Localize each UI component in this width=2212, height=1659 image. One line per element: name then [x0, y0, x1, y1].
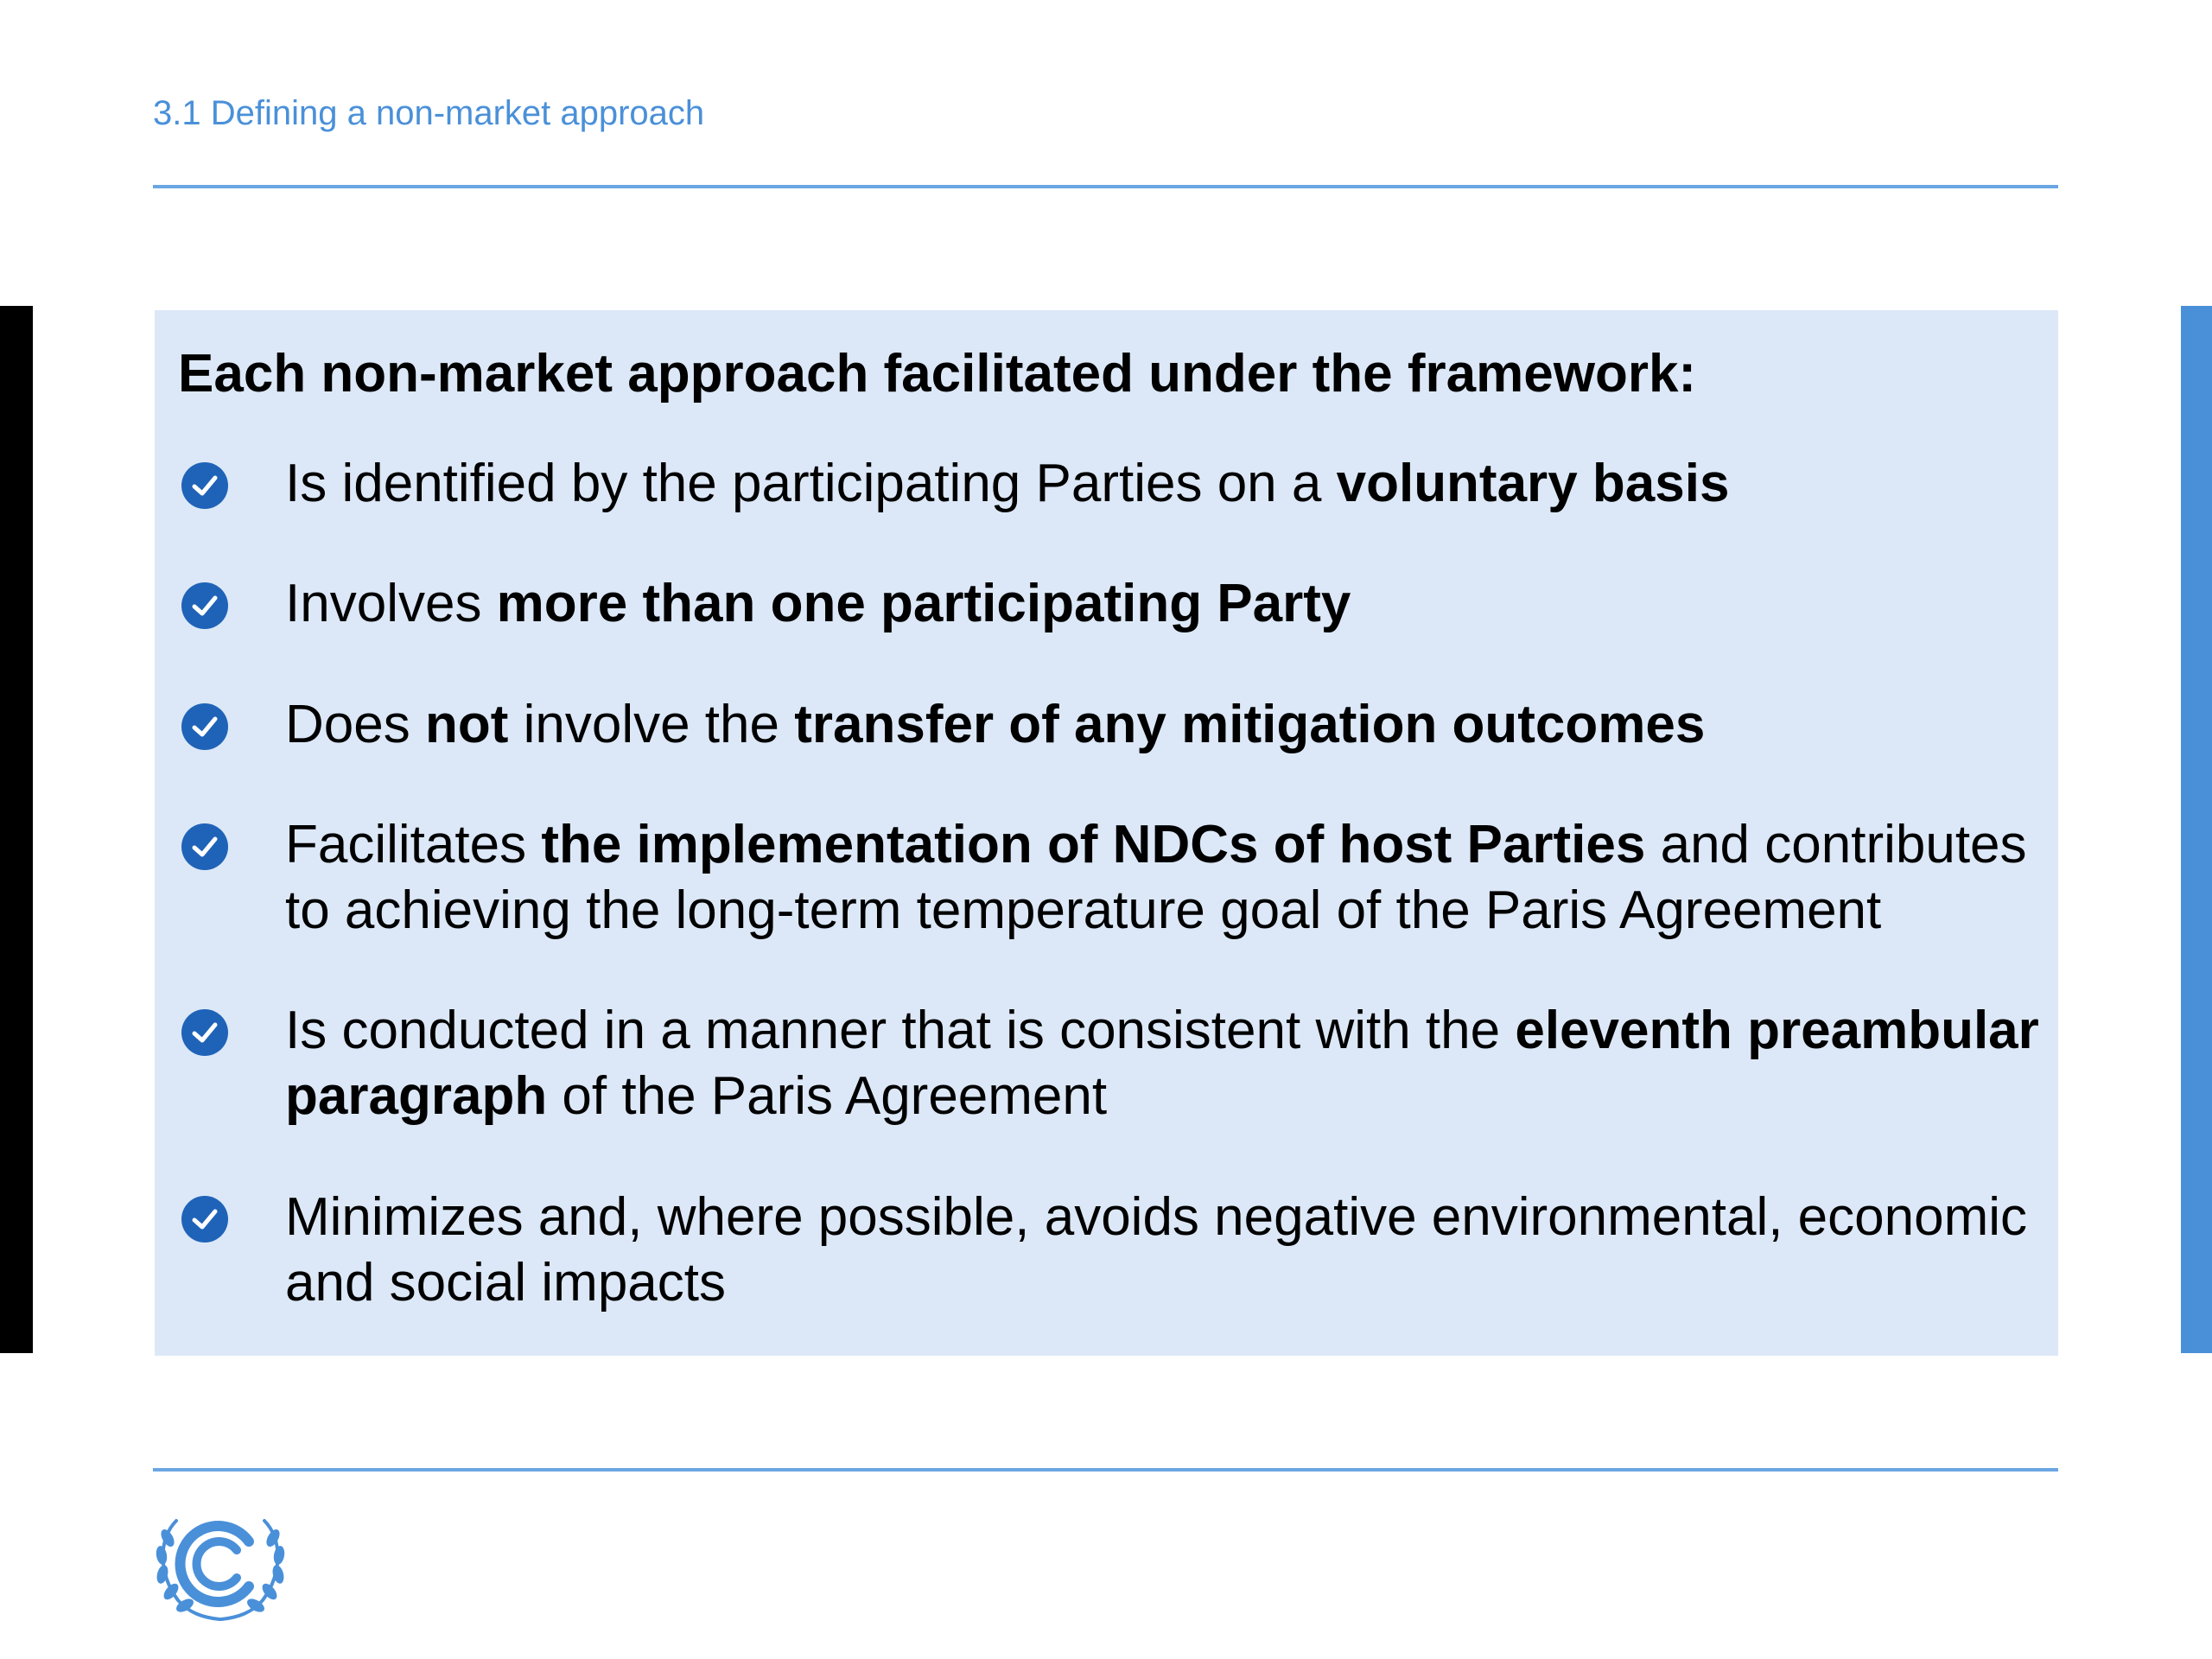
header-divider — [153, 185, 2058, 188]
check-circle-icon — [181, 702, 229, 751]
list-item-emphasis: transfer of any mitigation outcomes — [794, 695, 1706, 754]
check-circle-icon — [181, 823, 229, 871]
section-title: 3.1 Defining a non-market approach — [153, 94, 705, 132]
list-item-emphasis: not — [424, 695, 509, 754]
list-item-span: of the Paris Agreement — [547, 1066, 1108, 1126]
panel-heading: Each non-market approach facilitated under the framework: — [178, 344, 1697, 404]
content-panel — [155, 310, 2058, 1356]
list-item-span: Minimizes and, where possible, avoids negative environmental, economic and social impacts — [285, 1187, 2028, 1313]
list-item-text — [285, 692, 2048, 758]
check-circle-icon — [181, 461, 229, 510]
list-item-span: Is conducted in a manner that is consistent with the — [285, 1001, 1516, 1060]
list-item-emphasis: the implementation of NDCs of host Parties — [541, 815, 1646, 874]
list-item-emphasis: more than one participating Party — [496, 574, 1351, 633]
check-circle-icon — [181, 582, 229, 630]
list-item-span: Facilitates — [285, 815, 542, 874]
footer-divider — [153, 1468, 2058, 1471]
list-item-span: Involves — [285, 574, 497, 633]
right-edge-bar — [2181, 306, 2212, 1353]
list-item-emphasis: voluntary basis — [1336, 454, 1730, 513]
left-edge-bar — [0, 306, 33, 1353]
check-circle-icon — [181, 1008, 229, 1057]
list-item-text — [285, 812, 2048, 944]
list-item-span: Is identified by the participating Parties on a — [285, 454, 1337, 513]
list-item-text — [285, 998, 2048, 1129]
list-item-emphasis: eleventh preambular paragraph — [285, 1001, 2039, 1126]
check-circle-icon — [181, 1195, 229, 1243]
list-item-text — [285, 451, 2048, 517]
list-item-span: and contributes to achieving the long-term temperature goal of the Paris Agreement — [285, 815, 2027, 940]
list-item-span: involve the — [508, 695, 795, 754]
unfccc-logo — [147, 1503, 294, 1624]
list-item-text — [285, 571, 2048, 637]
list-item-text — [285, 1185, 2048, 1316]
list-item-span: Does — [285, 695, 425, 754]
